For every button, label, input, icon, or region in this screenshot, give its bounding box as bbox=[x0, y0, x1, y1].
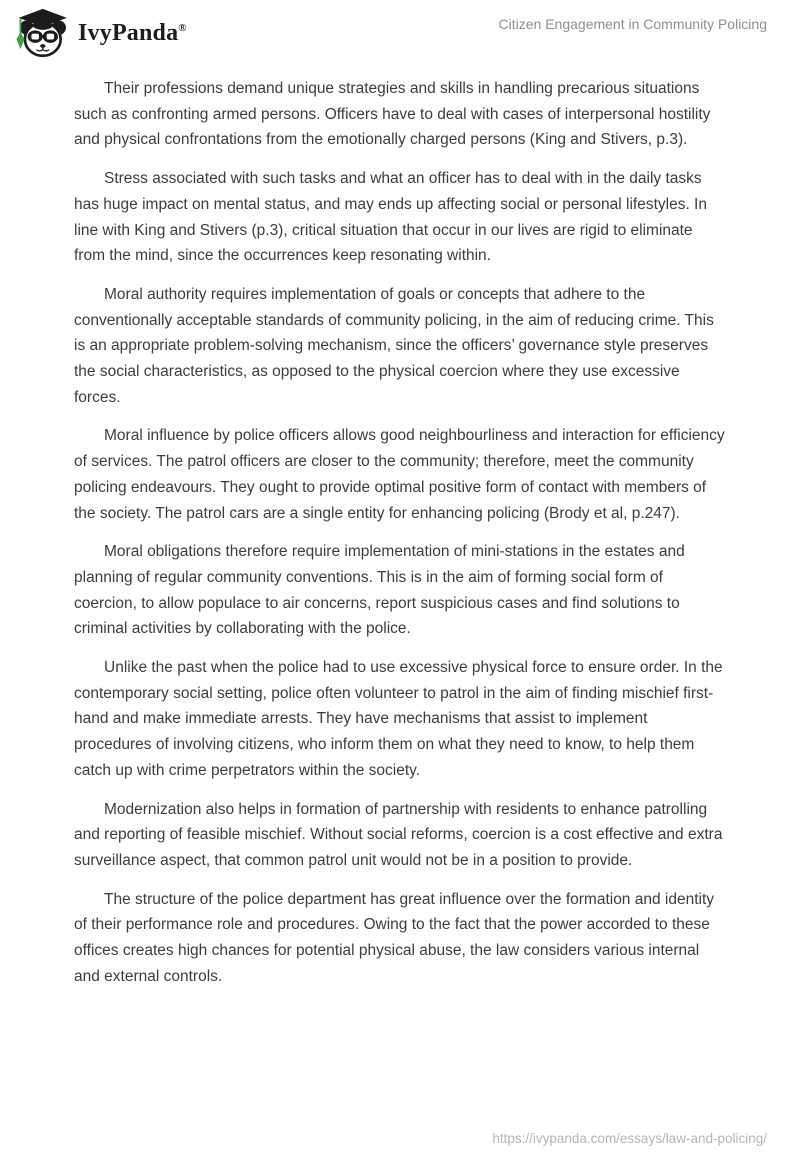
essay-body bbox=[74, 76, 725, 990]
brand-name-text: IvyPanda bbox=[78, 19, 179, 46]
essay-paragraph: Moral obligations therefore require implementation of mini-stations in the estates and planning of regular community conventions. This is in the aim of forming social form of coercion, to allow populace to air concerns, report suspicious cases and find solutions to criminal activities by collaborating with the police. bbox=[74, 543, 685, 638]
essay-paragraph: Unlike the past when the police had to use excessive physical force to ensure order. In the contemporary social setting, police often volunteer to patrol in the aim of finding mischief first-hand and make immediate arrests. They have mechanisms that assist to implement procedures of involving citizens, who inform them on what they need to know, to help them catch up with crime perpetrators within the society. bbox=[74, 659, 723, 779]
essay-paragraph: Moral influence by police officers allows good neighbourliness and interaction for efficiency of services. The patrol officers are closer to the community; therefore, meet the community policing endeavours. They ought to provide optimal positive form of contact with members of the society. The patrol cars are a single entity for enhancing policing (Brody et al, p.247). bbox=[74, 427, 725, 522]
source-url: https://ivypanda.com/essays/law-and-policing/ bbox=[492, 1131, 767, 1146]
document-title: Citizen Engagement in Community Policing bbox=[498, 16, 767, 32]
ivypanda-logo-icon bbox=[14, 8, 68, 58]
essay-paragraph: Their professions demand unique strategies and skills in handling precarious situations such as confronting armed persons. Officers have to deal with cases of interpersonal hostility and physical confrontations from the emotionally charged persons (King and Stivers, p.3). bbox=[74, 80, 711, 149]
essay-paragraph: Modernization also helps in formation of partnership with residents to enhance patrolling and reporting of feasible mischief. Without social reforms, coercion is a cost effective and extra surveillance aspect, that common patrol unit would not be in a position to provide. bbox=[74, 800, 723, 869]
essay-paragraph: The structure of the police department has great influence over the formation and identity of their performance role and procedures. Owing to the fact that the power accorded to these offices creates high chances for potential physical abuse, the law considers various internal and external controls. bbox=[74, 890, 715, 985]
page-footer bbox=[492, 1131, 767, 1146]
registered-trademark: ® bbox=[178, 21, 187, 34]
essay-paragraph: Stress associated with such tasks and what an officer has to deal with in the daily tasks has huge impact on mental status, and may ends up affecting social or personal lifestyles. In line with King and Stivers (p.3), critical situation that occur in our lives are rigid to eliminate from the mind, since the occurrences keep resonating within. bbox=[74, 170, 707, 265]
brand bbox=[14, 8, 187, 58]
page-header bbox=[0, 0, 800, 60]
essay-paragraph: Moral authority requires implementation of goals or concepts that adhere to the conventionally acceptable standards of community policing, in the aim of reducing crime. This is an appropriate problem-solving mechanism, since the officers’ governance style preserves the social characteristics, as opposed to the physical coercion where they use excessive forces. bbox=[74, 285, 714, 406]
brand-name bbox=[78, 20, 187, 47]
